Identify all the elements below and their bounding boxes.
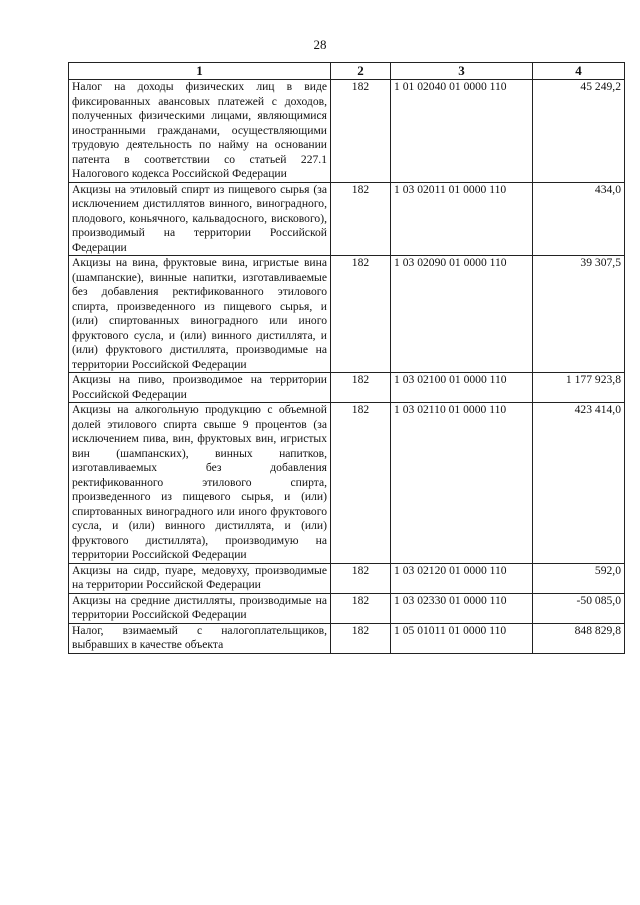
row-budget-code: 1 01 02040 01 0000 110 <box>391 80 533 183</box>
table-row <box>69 403 625 564</box>
row-description: Акцизы на пиво, производимое на территории Российской Федерации <box>69 373 331 403</box>
row-admin-code: 182 <box>331 403 391 564</box>
row-description: Налог, взимаемый с налогоплательщиков, выбравших в качестве объекта <box>69 623 331 653</box>
row-budget-code: 1 05 01011 01 0000 110 <box>391 623 533 653</box>
row-description: Акцизы на этиловый спирт из пищевого сырья (за исключением дистиллятов винного, виноградного, плодового, коньячного, кальвадосного, вискового), производимый на территории Российской Федерации <box>69 182 331 256</box>
row-budget-code: 1 03 02090 01 0000 110 <box>391 256 533 373</box>
row-admin-code: 182 <box>331 182 391 256</box>
row-amount: -50 085,0 <box>533 593 625 623</box>
row-description: Акцизы на сидр, пуаре, медовуху, производимые на территории Российской Федерации <box>69 563 331 593</box>
row-amount: 434,0 <box>533 182 625 256</box>
row-description: Акцизы на алкогольную продукцию с объемной долей этилового спирта свыше 9 процентов (за исключением пива, вин, фруктовых вин, игристых вин (шампанских), винных напитков, изготавливаемых без добавления ректификованного этилового спирта, произведенного из пищевого сырья, и (или) спиртованных виноградного или иного фруктового сусла, и (или) винного дистиллята, и (или) фруктового дистиллята), производимую на территории Российской Федерации <box>69 403 331 564</box>
table-header-row <box>69 63 625 80</box>
column-header-2: 2 <box>331 63 391 80</box>
column-header-1: 1 <box>69 63 331 80</box>
table-row <box>69 373 625 403</box>
row-budget-code: 1 03 02011 01 0000 110 <box>391 182 533 256</box>
row-budget-code: 1 03 02120 01 0000 110 <box>391 563 533 593</box>
table-row <box>69 80 625 183</box>
row-amount: 848 829,8 <box>533 623 625 653</box>
table-row <box>69 182 625 256</box>
row-admin-code: 182 <box>331 563 391 593</box>
table-row <box>69 593 625 623</box>
column-header-4: 4 <box>533 63 625 80</box>
row-description: Акцизы на средние дистилляты, производимые на территории Российской Федерации <box>69 593 331 623</box>
row-budget-code: 1 03 02110 01 0000 110 <box>391 403 533 564</box>
row-budget-code: 1 03 02330 01 0000 110 <box>391 593 533 623</box>
row-amount: 45 249,2 <box>533 80 625 183</box>
row-description: Налог на доходы физических лиц в виде фиксированных авансовых платежей с доходов, полученных физическими лицами, являющимися иностранными гражданами, осуществляющими трудовую деятельность по найму на основании патента в соответствии со статьей 227.1 Налогового кодекса Российской Федерации <box>69 80 331 183</box>
table-row <box>69 623 625 653</box>
column-header-3: 3 <box>391 63 533 80</box>
table-row <box>69 563 625 593</box>
revenue-table <box>68 62 625 654</box>
row-admin-code: 182 <box>331 593 391 623</box>
row-admin-code: 182 <box>331 623 391 653</box>
page-number: 28 <box>313 37 327 52</box>
row-amount: 423 414,0 <box>533 403 625 564</box>
row-admin-code: 182 <box>331 80 391 183</box>
row-budget-code: 1 03 02100 01 0000 110 <box>391 373 533 403</box>
row-amount: 39 307,5 <box>533 256 625 373</box>
row-amount: 1 177 923,8 <box>533 373 625 403</box>
row-description: Акцизы на вина, фруктовые вина, игристые вина (шампанские), винные напитки, изготавливаемые без добавления ректификованного этилового спирта, произведенного из пищевого сырья, и (или) спиртованных виноградного или иного фруктового сусла, и (или) винного дистиллята, и (или) фруктового дистиллята, производимые на территории Российской Федерации <box>69 256 331 373</box>
row-admin-code: 182 <box>331 256 391 373</box>
row-admin-code: 182 <box>331 373 391 403</box>
row-amount: 592,0 <box>533 563 625 593</box>
table-row <box>69 256 625 373</box>
